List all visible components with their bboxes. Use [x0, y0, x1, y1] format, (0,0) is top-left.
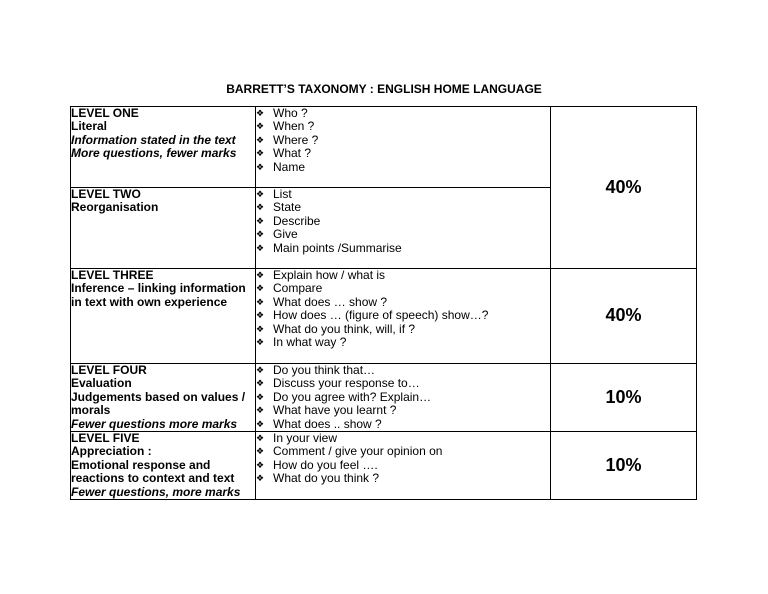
diamond-bullet-icon: ❖ [256, 433, 265, 444]
list-item [256, 161, 550, 174]
diamond-bullet-icon: ❖ [256, 121, 265, 132]
diamond-bullet-icon: ❖ [256, 229, 265, 240]
list-item [256, 377, 550, 390]
question-text: Name [273, 159, 306, 174]
question-text: When ? [273, 119, 315, 134]
level-name: LEVEL ONE [71, 106, 139, 120]
page-title: BARRETT’S TAXONOMY : ENGLISH HOME LANGUAGE [226, 82, 542, 96]
weight-cell: 40% [551, 269, 697, 364]
diamond-bullet-icon: ❖ [256, 323, 265, 334]
question-list [256, 364, 550, 431]
list-item [256, 418, 550, 431]
diamond-bullet-icon: ❖ [256, 215, 265, 226]
question-text: Main points /Summarise [273, 240, 402, 255]
table-row [71, 107, 697, 188]
level-name: LEVEL TWO [71, 187, 141, 201]
level-subtitle: Appreciation : [71, 444, 152, 459]
diamond-bullet-icon: ❖ [256, 270, 265, 280]
level-note: Fewer questions, more marks [71, 484, 241, 499]
question-text: Comment / give your opinion on [273, 444, 443, 459]
question-text: Compare [273, 281, 323, 296]
question-text: What does … show ? [273, 294, 388, 309]
list-item [256, 472, 550, 485]
level-name: LEVEL FIVE [71, 431, 140, 446]
question-text: Do you think that… [273, 363, 376, 377]
questions-cell [256, 107, 551, 188]
question-text: What do you think, will, if ? [273, 321, 416, 336]
diamond-bullet-icon: ❖ [256, 283, 265, 294]
level-name: LEVEL THREE [71, 268, 154, 282]
list-item [256, 215, 550, 228]
table-row [71, 432, 697, 500]
list-item [256, 323, 550, 336]
level-subtitle: Reorganisation [71, 200, 159, 215]
diamond-bullet-icon: ❖ [256, 296, 265, 307]
level-cell [71, 107, 256, 188]
list-item [256, 188, 550, 201]
diamond-bullet-icon: ❖ [256, 108, 265, 118]
question-text: Where ? [273, 132, 319, 147]
question-text: What do you think ? [273, 471, 380, 486]
diamond-bullet-icon: ❖ [256, 405, 265, 416]
weight-cell: 10% [551, 364, 697, 432]
list-item [256, 445, 550, 458]
diamond-bullet-icon: ❖ [256, 310, 265, 321]
level-cell [71, 188, 256, 269]
level-cell [71, 432, 256, 500]
question-list [256, 107, 550, 174]
list-item [256, 432, 550, 445]
weight-cell: 40% [551, 107, 697, 269]
list-item [256, 120, 550, 133]
diamond-bullet-icon: ❖ [256, 473, 265, 484]
level-cell [71, 269, 256, 364]
diamond-bullet-icon: ❖ [256, 189, 265, 199]
level-description: Inference – linking information in text with own experience [71, 281, 246, 309]
question-text: Discuss your response to… [273, 376, 420, 391]
diamond-bullet-icon: ❖ [256, 418, 265, 429]
diamond-bullet-icon: ❖ [256, 378, 265, 389]
list-item [256, 309, 550, 322]
weight-cell: 10% [551, 432, 697, 500]
taxonomy-table [70, 106, 697, 500]
level-description: Judgements based on values / morals [71, 389, 246, 418]
diamond-bullet-icon: ❖ [256, 365, 265, 375]
question-text: Do you agree with? Explain… [273, 389, 432, 404]
list-item [256, 228, 550, 241]
list-item [256, 391, 550, 404]
question-text: Who ? [273, 106, 308, 120]
question-text: What have you learnt ? [273, 403, 397, 418]
diamond-bullet-icon: ❖ [256, 337, 265, 348]
table-row [71, 364, 697, 432]
list-item [256, 242, 550, 255]
list-item [256, 459, 550, 472]
question-list [256, 188, 550, 255]
question-text: List [273, 187, 292, 201]
question-list [256, 432, 550, 486]
question-text: What does .. show ? [273, 416, 382, 431]
question-text: State [273, 200, 302, 215]
list-item [256, 296, 550, 309]
level-subtitle: Literal [71, 119, 108, 134]
diamond-bullet-icon: ❖ [256, 134, 265, 145]
diamond-bullet-icon: ❖ [256, 391, 265, 402]
table-row [71, 269, 697, 364]
list-item [256, 269, 550, 282]
level-subtitle: Evaluation [71, 376, 132, 391]
diamond-bullet-icon: ❖ [256, 242, 265, 253]
level-note: Fewer questions more marks [71, 416, 238, 431]
question-text: Give [273, 227, 298, 242]
list-item [256, 134, 550, 147]
level-description: Emotional response and reactions to context and text [71, 457, 235, 486]
questions-cell [256, 432, 551, 500]
diamond-bullet-icon: ❖ [256, 161, 265, 172]
question-list [256, 269, 550, 349]
list-item [256, 107, 550, 120]
list-item [256, 147, 550, 160]
questions-cell [256, 364, 551, 432]
diamond-bullet-icon: ❖ [256, 459, 265, 470]
list-item [256, 336, 550, 349]
questions-cell [256, 269, 551, 364]
level-name: LEVEL FOUR [71, 363, 147, 377]
level-cell [71, 364, 256, 432]
questions-cell [256, 188, 551, 269]
list-item [256, 282, 550, 295]
question-text: Describe [273, 213, 321, 228]
question-text: How do you feel …. [273, 457, 378, 472]
level-note: Information stated in the text More questions, fewer marks [71, 132, 237, 161]
diamond-bullet-icon: ❖ [256, 148, 265, 159]
list-item [256, 404, 550, 417]
question-text: What ? [273, 146, 312, 161]
diamond-bullet-icon: ❖ [256, 202, 265, 213]
question-text: In your view [273, 431, 338, 446]
diamond-bullet-icon: ❖ [256, 446, 265, 457]
question-text: Explain how / what is [273, 268, 386, 282]
question-text: In what way ? [273, 335, 347, 350]
list-item [256, 364, 550, 377]
question-text: How does … (figure of speech) show…? [273, 308, 489, 323]
list-item [256, 201, 550, 214]
